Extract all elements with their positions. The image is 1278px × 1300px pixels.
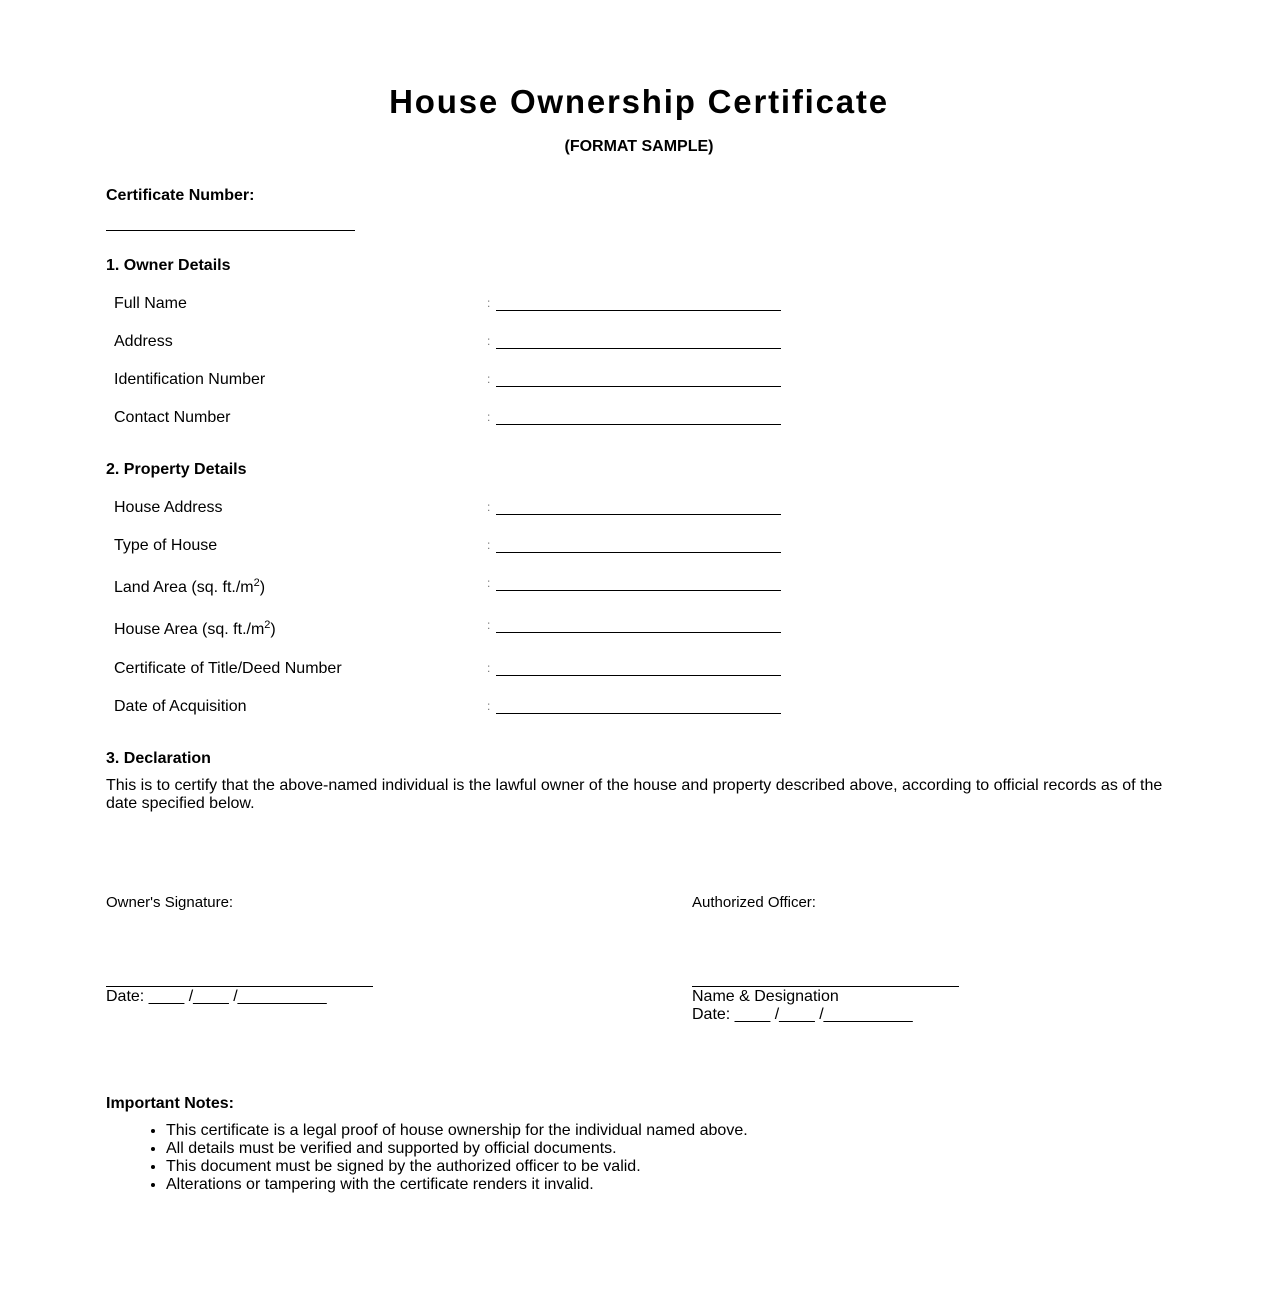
address-label: Address	[114, 333, 173, 350]
land-area-close: )	[259, 579, 266, 596]
title-deed-number-line[interactable]	[496, 675, 781, 676]
colon: :	[487, 618, 491, 632]
owner-signature-line[interactable]	[106, 986, 373, 987]
list-item: • Alterations or tampering with the certificate renders it invalid.	[166, 1176, 1066, 1194]
important-notes-list	[106, 1122, 1066, 1194]
date-of-acquisition-line[interactable]	[496, 713, 781, 714]
officer-signature-line[interactable]	[692, 986, 959, 987]
house-area-label	[114, 620, 276, 640]
certificate-number-label: Certificate Number:	[106, 187, 255, 204]
certificate-number-line[interactable]	[106, 230, 355, 231]
owner-date[interactable]: Date: ____ /____ /__________	[106, 988, 327, 1005]
land-area-line[interactable]	[496, 590, 781, 591]
list-item: • All details must be verified and supported by official documents.	[166, 1140, 1066, 1158]
colon: :	[487, 334, 491, 348]
land-area-text: Land Area (sq. ft./m	[114, 579, 254, 596]
colon: :	[487, 538, 491, 552]
officer-date[interactable]: Date: ____ /____ /__________	[692, 1006, 913, 1023]
house-area-exponent: 2	[264, 619, 271, 631]
list-item: • This document must be signed by the authorized officer to be valid.	[166, 1158, 1066, 1176]
owner-details-heading: 1. Owner Details	[106, 257, 231, 274]
contact-number-line[interactable]	[496, 424, 781, 425]
full-name-line[interactable]	[496, 310, 781, 311]
house-area-text: House Area (sq. ft./m	[114, 621, 265, 638]
page-title: House Ownership Certificate	[389, 83, 889, 120]
type-of-house-line[interactable]	[496, 552, 781, 553]
owner-signature-label: Owner's Signature:	[106, 894, 234, 911]
date-of-acquisition-label: Date of Acquisition	[114, 698, 247, 715]
house-area-line[interactable]	[496, 632, 781, 633]
officer-name-designation: Name & Designation	[692, 988, 839, 1005]
list-item: • This certificate is a legal proof of house ownership for the individual named above.	[166, 1122, 1066, 1140]
property-details-heading: 2. Property Details	[106, 461, 247, 478]
colon: :	[487, 661, 491, 675]
colon: :	[487, 296, 491, 310]
authorized-officer-label: Authorized Officer:	[692, 894, 816, 911]
land-area-exponent: 2	[253, 577, 260, 589]
full-name-label: Full Name	[114, 295, 187, 312]
land-area-label	[114, 578, 265, 598]
identification-number-label: Identification Number	[114, 371, 266, 388]
house-address-line[interactable]	[496, 514, 781, 515]
type-of-house-label: Type of House	[114, 537, 218, 554]
colon: :	[487, 699, 491, 713]
format-sample-subtitle: (FORMAT SAMPLE)	[564, 138, 714, 155]
declaration-heading: 3. Declaration	[106, 750, 211, 767]
colon: :	[487, 410, 491, 424]
house-address-label: House Address	[114, 499, 223, 516]
identification-number-line[interactable]	[496, 386, 781, 387]
colon: :	[487, 372, 491, 386]
title-deed-number-label: Certificate of Title/Deed Number	[114, 660, 342, 677]
colon: :	[487, 576, 491, 590]
important-notes-heading: Important Notes:	[106, 1095, 234, 1112]
colon: :	[487, 500, 491, 514]
declaration-text: This is to certify that the above-named individual is the lawful owner of the house and property described above, according to official records as of the date specified below.	[106, 777, 1163, 812]
contact-number-label: Contact Number	[114, 409, 231, 426]
house-area-close: )	[270, 621, 276, 638]
address-line[interactable]	[496, 348, 781, 349]
